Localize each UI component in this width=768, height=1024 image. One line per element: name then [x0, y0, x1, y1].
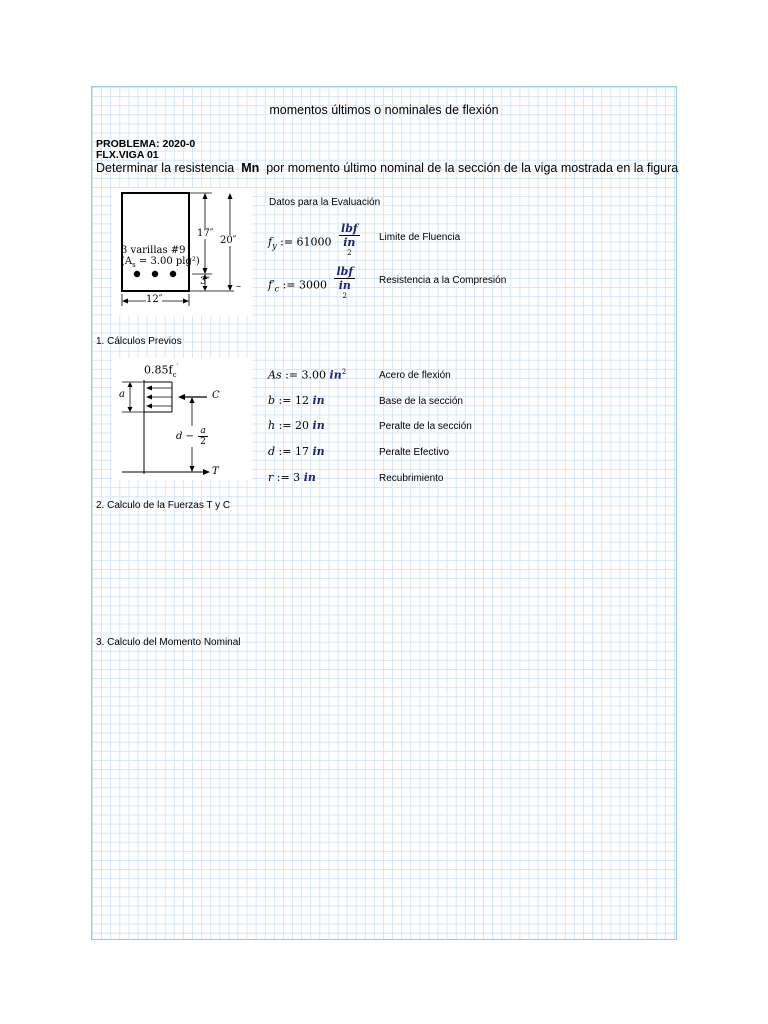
- dim-20-label: 20″: [220, 235, 237, 246]
- a-label: a: [119, 389, 125, 400]
- stress-block-figure: [112, 358, 252, 480]
- datos-heading: Datos para la Evaluación: [269, 197, 381, 208]
- fc-unit-fraction: lbf in $^2$: [336, 265, 354, 300]
- section-1-heading: 1. Cálculos Previos: [96, 336, 182, 347]
- As-description: Acero de flexión: [379, 370, 451, 381]
- rebar-2: [152, 271, 158, 277]
- fc-expression: $f'_c$ := 3000 lbf in $^2$: [268, 265, 355, 306]
- d-minus-half-a-label: d − $\frac{a}{2}$: [176, 426, 206, 447]
- section-2-heading: 2. Calculo de la Fuerzas T y C: [96, 500, 231, 511]
- dash-mark: –: [236, 281, 241, 292]
- problem-statement: Determinar la resistencia Mn por momento último nominal de la sección de la viga mostrada en la figura: [96, 161, 679, 175]
- h-description: Peralte de la sección: [379, 421, 472, 432]
- area-label: ($A_s = 3.00$ plg²): [121, 256, 200, 269]
- fc-description: Resistencia a la Compresión: [379, 275, 507, 286]
- fy-unit-fraction: lbf in $^2$: [341, 222, 358, 257]
- h-expression: h := 20 in: [268, 419, 325, 432]
- bars-label: 3 varillas #9: [121, 245, 186, 256]
- d-description: Peralte Efectivo: [379, 447, 450, 458]
- section-3-heading: 3. Calculo del Momento Nominal: [96, 637, 241, 648]
- r-expression: r := 3 in: [268, 471, 316, 484]
- problem-label: PROBLEMA: 2020-0: [96, 138, 196, 150]
- r-description: Recubrimiento: [379, 473, 444, 484]
- stress-label: $0.85f_c'$: [144, 363, 179, 379]
- d-expression: d := 17 in: [268, 445, 325, 458]
- rebar-3: [170, 271, 176, 277]
- fy-expression: $f_y$ := 61000 lbf in $^2$: [268, 222, 360, 263]
- rebar-1: [134, 271, 140, 277]
- As-expression: As := 3.00 $in^2$: [268, 368, 347, 382]
- statement-key: Mn: [241, 161, 260, 175]
- dim-17-label: 17″: [197, 228, 214, 239]
- b-expression: b := 12 in: [268, 394, 325, 407]
- beam-section-figure: [112, 188, 252, 316]
- t-label: T: [212, 466, 219, 477]
- dim-3-label: 3″: [200, 276, 211, 287]
- c-label: C: [212, 390, 220, 401]
- page-title: momentos últimos o nominales de flexión: [269, 103, 499, 117]
- problem-code: FLX.VIGA 01: [96, 149, 159, 161]
- dim-12-label: 12″: [146, 294, 163, 305]
- fy-description: Limite de Fluencia: [379, 232, 461, 243]
- b-description: Base de la sección: [379, 396, 463, 407]
